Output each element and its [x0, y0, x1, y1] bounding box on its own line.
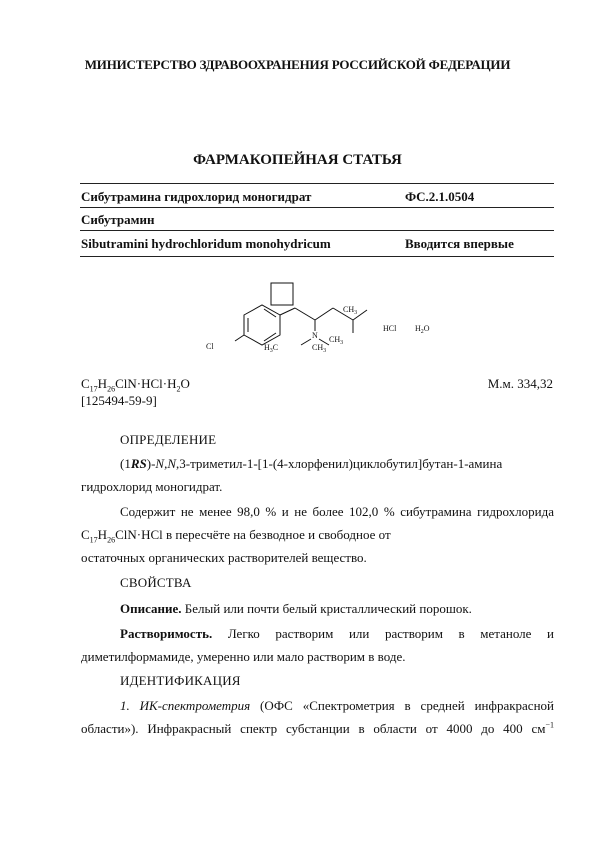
monograph-alt-name: Сибутрамин	[81, 212, 155, 227]
monograph-name-ru: Сибутрамина гидрохлорид моногидрат	[81, 189, 312, 204]
molecular-weight: М.м. 334,32	[487, 376, 553, 391]
section-definition: ОПРЕДЕЛЕНИЕ	[120, 432, 217, 447]
cas-number: [125494-59-9]	[81, 393, 157, 408]
label-h3c: $H_3C$	[264, 343, 279, 354]
document-title: ФАРМАКОПЕЙНАЯ СТАТЬЯ	[193, 152, 402, 168]
label-hcl: HCl	[383, 324, 397, 333]
header-rule-2	[80, 230, 554, 231]
definition-content: Содержит не менее 98,0 % и не более 102,0 % сибутрамина гидрохлорида $C_{17}H_{26}ClN\cdot HCl$ в пересчёте на безводное и свободное от остаточных органических растворителей вещество.	[81, 504, 554, 565]
chain-bond	[315, 308, 333, 320]
header-bottom-rule	[80, 256, 554, 257]
ir-spectrometry-paragraph: 1. ИК-спектрометрия (ОФС «Спектрометрия в средней инфракрасной области»). Инфракрасный спектр субстанции в области от 4000 до 400 $см^{-1}$	[81, 698, 554, 736]
aryl-bond	[280, 308, 295, 315]
molecular-formula: $C_{17}H_{26}ClN\cdot HCl\cdot H_2O$	[81, 376, 190, 394]
benzene-ring	[244, 305, 280, 345]
section-properties: СВОЙСТВА	[120, 575, 192, 590]
n-methyl-bond	[301, 339, 311, 345]
monograph-status: Вводится впервые	[405, 236, 514, 251]
chain-bond	[295, 308, 315, 320]
label-ch3-n: $CH_3$	[312, 343, 327, 354]
description-paragraph: Описание. Белый или почти белый кристаллический порошок.	[120, 601, 472, 616]
monograph-name-lat: Sibutramini hydrochloridum monohydricum	[81, 236, 331, 251]
label-h2o: $H_2O$	[415, 324, 430, 335]
cl-bond	[235, 335, 244, 341]
header-top-rule	[80, 183, 554, 184]
definition-chemical-name: (1RS)-N,N,3-триметил-1-[1-(4-хлорфенил)циклобутил]бутан-1-амина гидрохлорид моногидрат.	[81, 456, 503, 494]
label-n: N	[312, 331, 318, 340]
section-identification: ИДЕНТИФИКАЦИЯ	[120, 673, 241, 688]
ring-double-bond	[264, 309, 276, 317]
cyclobutane-ring	[271, 283, 293, 305]
label-ch3-top: $CH_3$	[343, 305, 358, 316]
structural-formula	[195, 273, 445, 363]
label-ch3-bottom: $CH_3$	[329, 335, 344, 346]
solubility-paragraph: Растворимость. Легко растворим или растворим в метаноле и диметилформамиде, умеренно или мало растворим в воде.	[81, 626, 554, 664]
ring-double-bond	[264, 333, 276, 341]
monograph-code: ФС.2.1.0504	[405, 189, 475, 204]
label-cl: Cl	[206, 342, 214, 351]
ministry-header: МИНИСТЕРСТВО ЗДРАВООХРАНЕНИЯ РОССИЙСКОЙ ФЕДЕРАЦИИ	[84, 57, 511, 72]
header-rule-1	[80, 207, 554, 208]
